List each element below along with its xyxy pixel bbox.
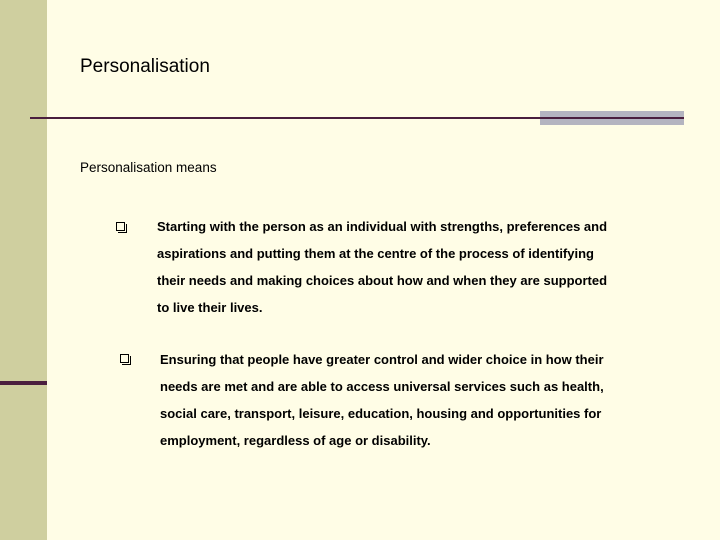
intro-text: Personalisation means <box>80 160 217 175</box>
left-sidebar-band <box>0 0 47 540</box>
bullet-2-line-4: employment, regardless of age or disability. <box>160 433 431 448</box>
bullet-1-line-3: their needs and making choices about how and when they are supported <box>157 273 608 288</box>
bullet-item-1 <box>157 213 657 321</box>
bullet-1-line-1: Starting with the person as an individual with strengths, preferences and <box>157 219 608 234</box>
bullet-item-2 <box>160 346 660 454</box>
slide-title: Personalisation <box>80 56 210 77</box>
bullet-1-line-4: to live their lives. <box>157 300 263 315</box>
title-rule <box>30 117 684 119</box>
bullet-2-line-3: social care, transport, leisure, education, housing and opportunities for <box>160 406 602 421</box>
bullet-1-line-2: aspirations and putting them at the centre of the process of identifying <box>157 246 594 261</box>
square-bullet-icon <box>116 222 125 231</box>
sidebar-accent-line <box>0 381 47 385</box>
bullet-2-line-2: needs are met and are able to access universal services such as health, <box>160 379 604 394</box>
square-bullet-icon <box>120 354 129 363</box>
bullet-2-line-1: Ensuring that people have greater control and wider choice in how their <box>160 352 604 367</box>
